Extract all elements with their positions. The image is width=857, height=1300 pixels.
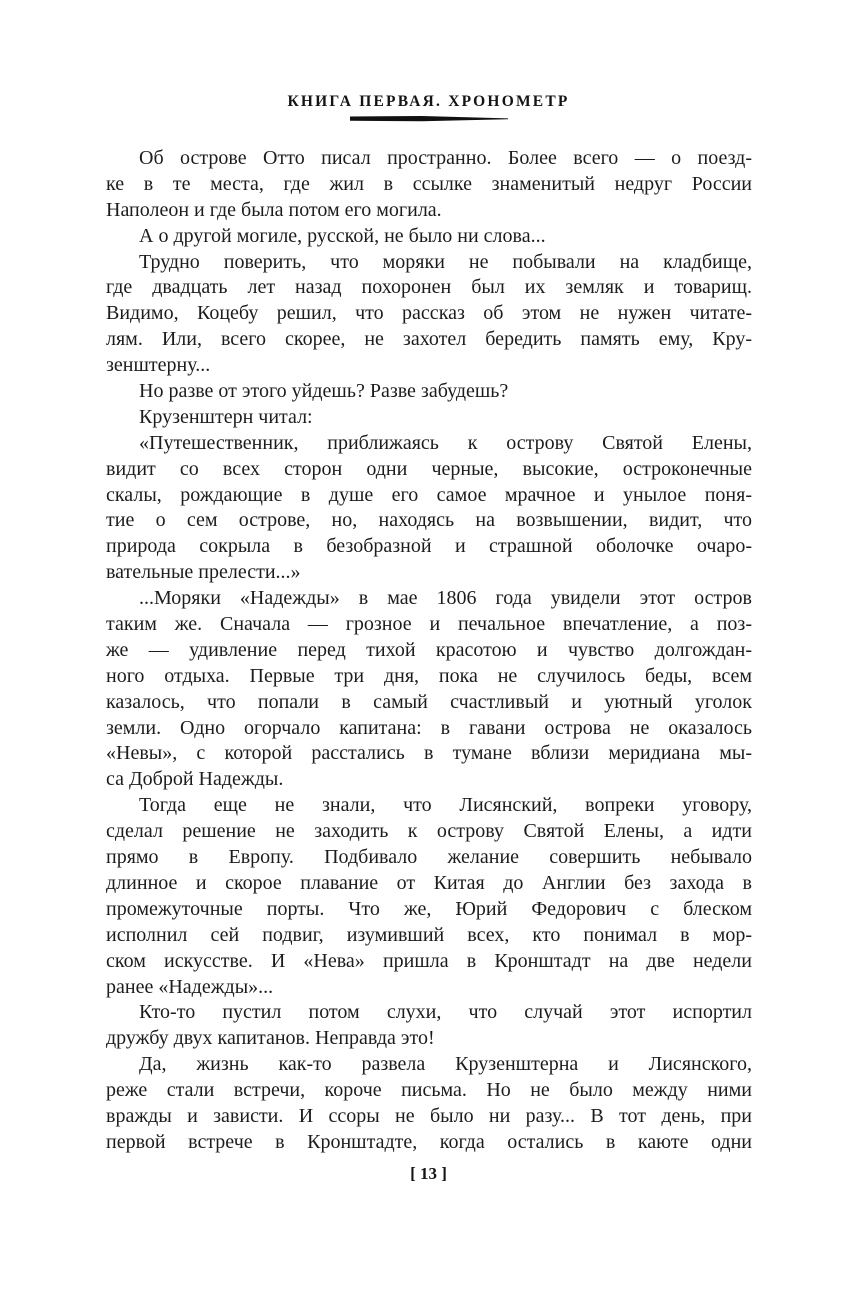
chapter-header: КНИГА ПЕРВАЯ. ХРОНОМЕТР — [287, 93, 570, 110]
text-line: Видимо, Коцебу решил, что рассказ об этом не нужен читате- — [106, 302, 752, 325]
text-line: ском искусстве. И «Нева» пришла в Кронштадт на две недели — [106, 949, 752, 972]
page-text — [106, 146, 752, 1156]
text-line: Тогда еще не знали, что Лисянский, вопреки уговору, — [139, 794, 752, 817]
text-line: где двадцать лет назад похоронен был их земляк и товарищ. — [106, 276, 752, 299]
text-line: ного отдыха. Первые три дня, пока не случилось беды, всем — [106, 664, 752, 687]
text-line: длинное и скорое плавание от Китая до Англии без захода в — [106, 871, 752, 894]
text-line: Но разве от этого уйдешь? Разве забудешь? — [139, 380, 509, 403]
text-line: прямо в Европу. Подбивало желание совершить небывало — [106, 846, 752, 869]
text-line: скалы, рождающие в душе его самое мрачное и унылое поня- — [106, 483, 752, 506]
text-line: ранее «Надежды»... — [106, 975, 274, 998]
text-line: Крузенштерн читал: — [139, 405, 313, 428]
text-line: земли. Одно огорчало капитана: в гавани острова не оказалось — [106, 716, 752, 739]
text-line: Об острове Отто писал пространно. Более всего — о поезд- — [139, 147, 752, 169]
text-line: тие о сем острове, но, находясь на возвышении, видит, что — [106, 509, 752, 532]
text-line: А о другой могиле, русской, не было ни слова... — [139, 224, 546, 247]
text-line: сделал решение не заходить к острову Святой Елены, а идти — [106, 820, 752, 843]
text-line: Кто-то пустил потом слухи, что случай этот испортил — [139, 1001, 752, 1024]
text-line: зенштерну... — [106, 354, 211, 377]
text-line: Наполеон и где была потом его могила. — [106, 198, 442, 221]
text-line: Да, жизнь как-то развела Крузенштерна и Лисянского, — [139, 1053, 752, 1076]
text-line: видит со всех сторон одни черные, высокие, остроконечные — [106, 457, 752, 480]
text-line: промежуточные порты. Что же, Юрий Федорович с блеском — [106, 897, 752, 920]
text-line: первой встрече в Кронштадте, когда остались в каюте одни — [106, 1130, 752, 1153]
text-line: таким же. Сначала — грозное и печальное впечатление, а поз- — [106, 613, 752, 636]
text-line: же — удивление перед тихой красотою и чувство долгождан- — [106, 638, 752, 661]
text-line: вательные прелести...» — [106, 561, 301, 584]
text-line: реже стали встречи, короче письма. Но не было между ними — [106, 1079, 752, 1102]
text-line: Трудно поверить, что моряки не побывали на кладбище, — [139, 250, 752, 273]
header-divider-ornament — [0, 116, 857, 122]
text-line: лям. Или, всего скорее, не захотел бередить память ему, Кру- — [106, 328, 752, 351]
text-line: «Невы», с которой расстались в тумане вблизи меридиана мы- — [106, 742, 752, 765]
text-line: дружбу двух капитанов. Неправда это! — [106, 1027, 435, 1050]
text-line: вражды и зависти. И ссоры не было ни разу... В тот день, при — [106, 1104, 752, 1127]
text-line: природа сокрыла в безобразной и страшной оболочке очаро- — [106, 535, 752, 558]
text-line: казалось, что попали в самый счастливый и уютный уголок — [106, 690, 752, 713]
text-line: исполнил сей подвиг, изумивший всех, кто понимал в мор- — [106, 923, 752, 946]
text-line: са Доброй Надежды. — [106, 768, 284, 791]
text-line: «Путешественник, приближаясь к острову Святой Елены, — [139, 431, 752, 454]
page-number: [ 13 ] — [410, 1164, 447, 1183]
tapered-rule-icon — [350, 116, 508, 122]
text-line: ке в те места, где жил в ссылке знаменитый недруг России — [106, 172, 752, 195]
text-line: ...Моряки «Надежды» в мае 1806 года увидели этот остров — [139, 587, 752, 610]
